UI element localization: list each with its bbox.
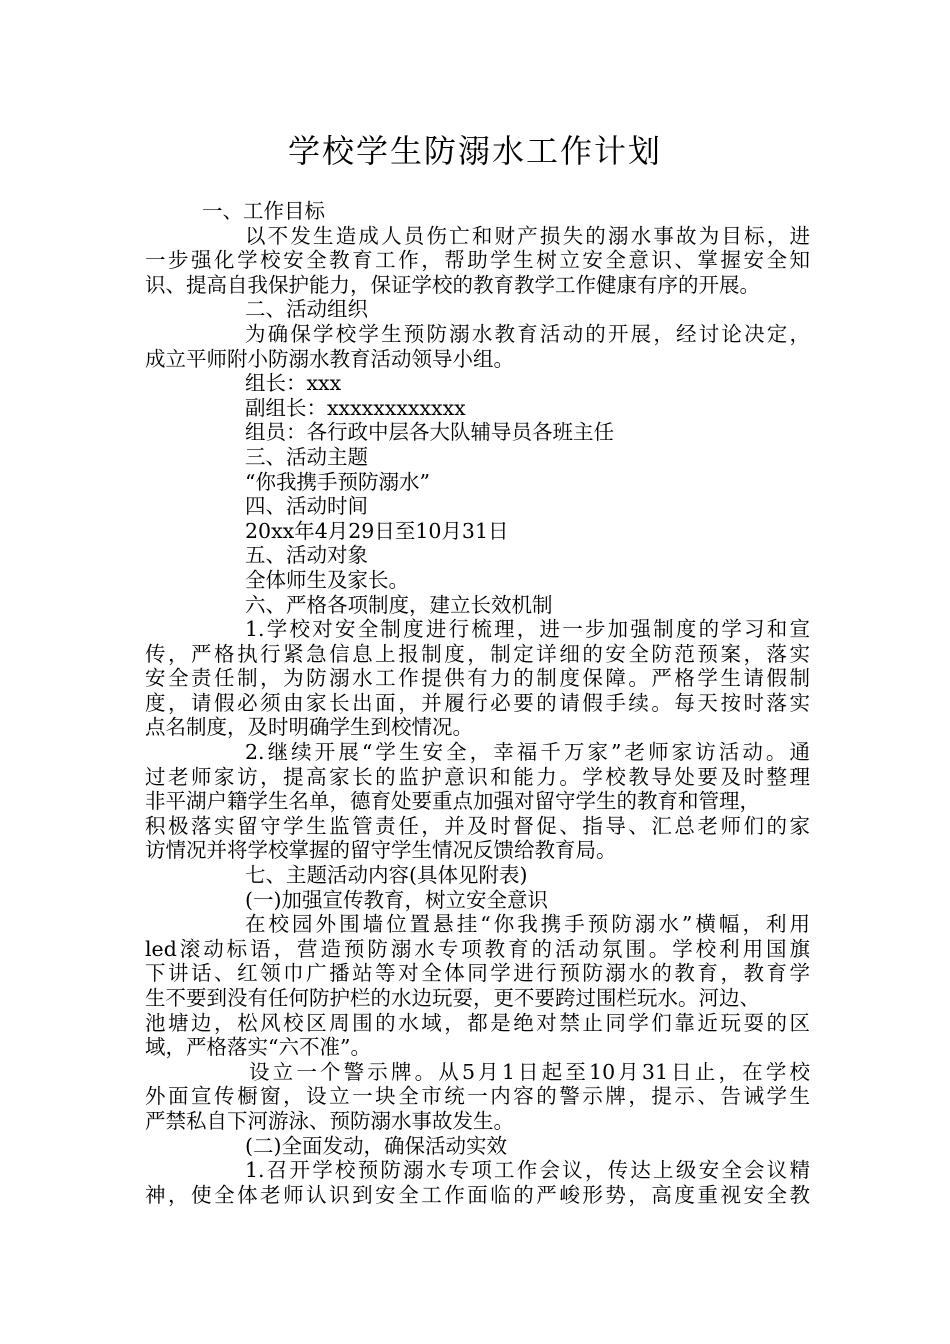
paragraph-line: 下讲话、红领巾广播站等对全体同学进行预防溺水的教育，教育学 bbox=[145, 961, 810, 986]
paragraph-line: 非平湖户籍学生名单，德育处要重点加强对留守学生的教育和管理， bbox=[145, 789, 760, 814]
paragraph-line: 副组长：xxxxxxxxxxxx bbox=[245, 395, 466, 420]
paragraph-line: 组员：各行政中层各大队辅导员各班主任 bbox=[245, 420, 614, 445]
paragraph-line: 成立平师附小防溺水教育活动领导小组。 bbox=[145, 346, 514, 371]
paragraph-line: 严禁私自下河游泳、预防溺水事故发生。 bbox=[145, 1108, 514, 1133]
paragraph-line: 在校园外围墙位置悬挂“你我携手预防溺水”横幅，利用 bbox=[245, 912, 810, 937]
paragraph-line: led滚动标语，营造预防溺水专项教育的活动氛围。学校利用国旗 bbox=[145, 936, 810, 961]
subsection-heading: (二)全面发动，确保活动实效 bbox=[245, 1133, 507, 1158]
paragraph-line: 点名制度，及时明确学生到校情况。 bbox=[145, 715, 473, 740]
section-heading: 七、主题活动内容(具体见附表) bbox=[245, 863, 528, 888]
paragraph-line: 20xx年4月29日至10月31日 bbox=[245, 518, 509, 543]
section-heading: 一、工作目标 bbox=[202, 199, 325, 223]
paragraph-line: 度，请假必须由家长出面，并履行必要的请假手续。每天按时落实 bbox=[145, 690, 810, 715]
paragraph-line: 1.学校对安全制度进行梳理，进一步加强制度的学习和宣 bbox=[245, 617, 810, 642]
paragraph-line: 域，严格落实“六不准”。 bbox=[145, 1035, 371, 1060]
paragraph-line: 设立一个警示牌。从5月1日起至10月31日止，在学校 bbox=[249, 1059, 810, 1084]
paragraph-line: 以不发生造成人员伤亡和财产损失的溺水事故为目标，进 bbox=[245, 223, 810, 248]
section-heading: 四、活动时间 bbox=[245, 494, 368, 519]
paragraph-line: 一步强化学校安全教育工作，帮助学生树立安全意识、掌握安全知 bbox=[145, 248, 810, 273]
paragraph-line: 组长：xxx bbox=[245, 371, 342, 396]
paragraph-line: 2.继续开展“学生安全，幸福千万家”老师家访活动。通 bbox=[245, 740, 810, 765]
section-heading: 三、活动主题 bbox=[245, 444, 368, 469]
section-heading: 二、活动组织 bbox=[245, 297, 368, 322]
paragraph-line: 识、提高自我保护能力，保证学校的教育教学工作健康有序的开展。 bbox=[145, 272, 760, 297]
paragraph-line: 安全责任制，为防溺水工作提供有力的制度保障。严格学生请假制 bbox=[145, 666, 810, 691]
paragraph-line: 1.召开学校预防溺水专项工作会议，传达上级安全会议精 bbox=[245, 1158, 810, 1183]
document-title: 学校学生防溺水工作计划 bbox=[287, 132, 662, 170]
section-heading: 五、活动对象 bbox=[245, 543, 368, 568]
paragraph-line: 外面宣传橱窗，设立一块全市统一内容的警示牌，提示、告诫学生 bbox=[145, 1084, 810, 1109]
paragraph-line: 过老师家访，提高家长的监护意识和能力。学校教导处要及时整理 bbox=[145, 764, 810, 789]
paragraph-line: 全体师生及家长。 bbox=[245, 567, 409, 592]
paragraph-line: 生不要到没有任何防护栏的水边玩耍，更不要跨过围栏玩水。河边、 bbox=[145, 986, 760, 1010]
document-body bbox=[145, 199, 810, 1207]
section-heading: 六、严格各项制度，建立长效机制 bbox=[245, 592, 553, 617]
paragraph-line: 为确保学校学生预防溺水教育活动的开展，经讨论决定， bbox=[245, 321, 810, 346]
paragraph-line: 传，严格执行紧急信息上报制度，制定详细的安全防范预案，落实 bbox=[145, 641, 810, 666]
subsection-heading: (一)加强宣传教育，树立安全意识 bbox=[245, 887, 548, 912]
paragraph-line: 积极落实留守学生监管责任，并及时督促、指导、汇总老师们的家 bbox=[145, 813, 810, 838]
paragraph-line: 神，使全体老师认识到安全工作面临的严峻形势，高度重视安全教 bbox=[145, 1182, 810, 1207]
paragraph-line: “你我携手预防溺水” bbox=[245, 469, 430, 494]
paragraph-line: 池塘边，松风校区周围的水域，都是绝对禁止同学们靠近玩耍的区 bbox=[145, 1010, 810, 1035]
paragraph-line: 访情况并将学校掌握的留守学生情况反馈给教育局。 bbox=[145, 838, 617, 863]
